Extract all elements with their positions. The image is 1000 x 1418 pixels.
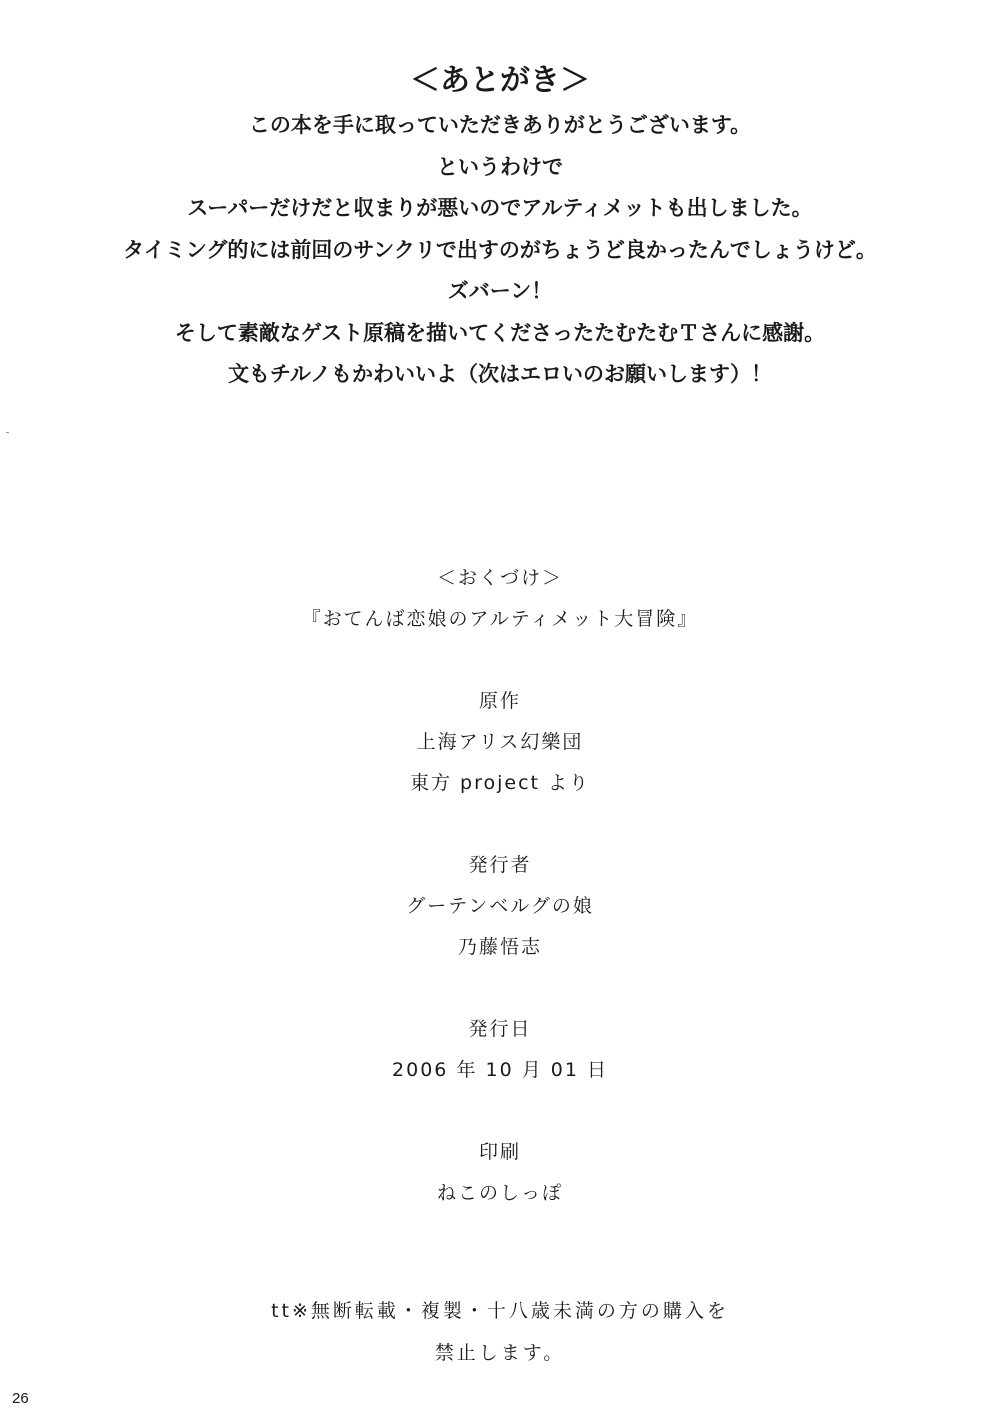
book-title: 『おてんば恋娘のアルティメット大冒険』 [301, 608, 699, 630]
afterword-line-6: そして素敵なゲスト原稿を描いてくださったたむたむＴさんに感謝。 [174, 320, 826, 345]
afterword-line-1: この本を手に取っていただきありがとうございます。 [248, 113, 752, 137]
printer-label: 印刷 [478, 1141, 521, 1163]
publisher-label: 発行者 [468, 854, 532, 876]
notice-line-1: tt※無断転載・複製・十八歳未満の方の購入を [271, 1300, 729, 1322]
publisher-value-2: 乃藤悟志 [457, 936, 542, 958]
printer-value: ねこのしっぽ [436, 1182, 563, 1204]
reproduction-notice [0, 1290, 1000, 1374]
date-label: 発行日 [468, 1018, 532, 1040]
afterword-line-3: スーパーだけだと収まりが悪いのでアルティメットも出しました。 [187, 196, 813, 220]
afterword-line-7: 文もチルノもかわいいよ（次はエロいのお願いします）！ [227, 362, 773, 386]
afterword-line-2: というわけで [437, 154, 563, 179]
afterword-section [0, 62, 1000, 403]
page-number: 26 [12, 1390, 29, 1407]
date-value: 2006 年 10 月 01 日 [392, 1059, 608, 1081]
scan-edge-mark [6, 432, 9, 433]
original-label: 原作 [478, 690, 521, 712]
original-value-1: 上海アリス幻樂団 [416, 731, 584, 753]
notice-line-2: 禁止します。 [434, 1342, 566, 1364]
colophon-section [0, 558, 1000, 1214]
afterword-title: ＜あとがき＞ [410, 63, 590, 98]
afterword-line-4: タイミング的には前回のサンクリで出すのがちょうど良かったんでしょうけど。 [123, 237, 877, 262]
publisher-value-1: グーテンベルグの娘 [406, 895, 594, 917]
colophon-heading: ＜おくづけ＞ [436, 567, 563, 589]
afterword-line-5: ズバーン！ [447, 279, 553, 303]
original-value-2: 東方 project より [409, 772, 591, 794]
